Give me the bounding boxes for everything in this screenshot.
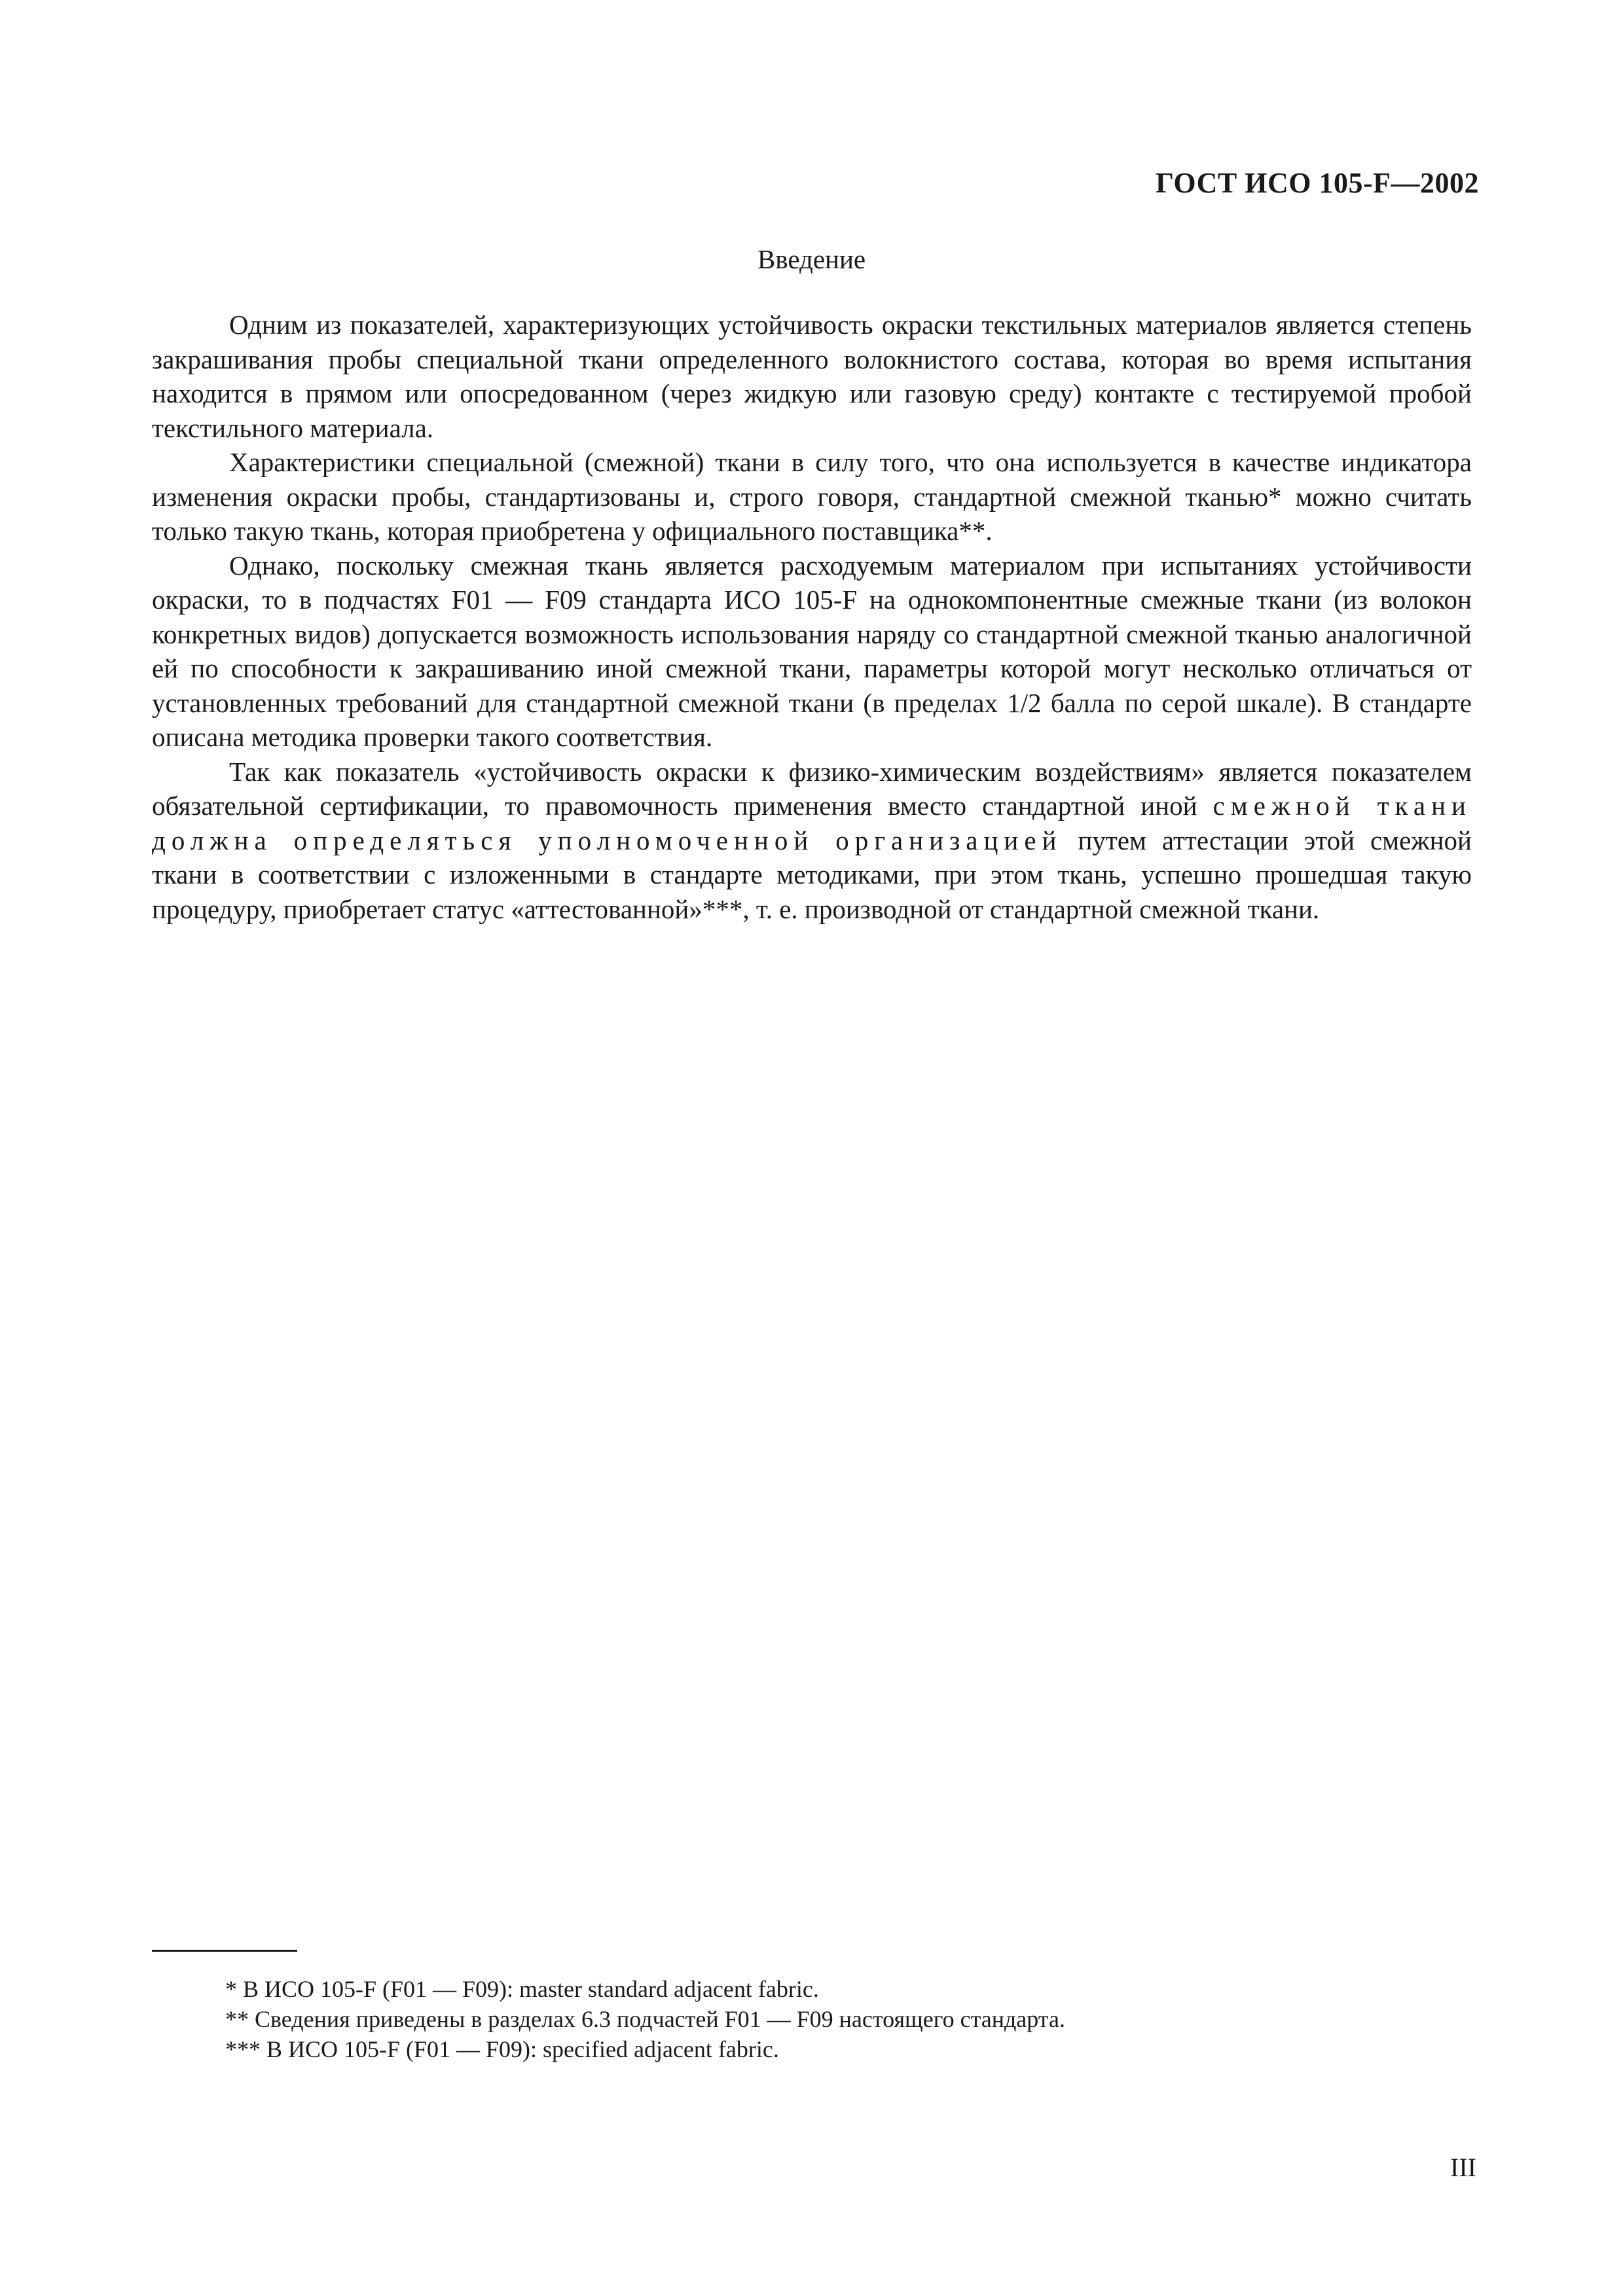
footnote-1: * В ИСО 105-F (F01 — F09): master standard adjacent fabric. [225,1976,819,2002]
paragraph-4-end: путем аттестации этой смежной ткани в соответствии с изложенными в стандарте методиками, при этом ткань, успешно прошедшая такую процедуру, приобретает статус «аттестованной»***, т. е. производной от стандартной смежной ткани. [152,825,1472,924]
paragraph-4-start: Так как показатель «устойчивость окраски к физико-химическим воздействиям» является показателем обязательной сертификации, то правомочность применения вместо стандартной иной [152,756,1472,821]
paragraph-1: Одним из показателей, характеризующих устойчивость окраски текстильных материалов является степень закрашивания пробы специальной ткани определенного волокнистого состава, которая во время испытания находится в прямом или опосредованном (через жидкую или газовую среду) контакте с тестируемой пробой текстильного материала. [152,310,1472,443]
footnote-2: ** Сведения приведены в разделах 6.3 подчастей F01 — F09 настоящего стандарта. [225,2006,1065,2032]
footnotes [225,1974,1469,2064]
document-code: ГОСТ ИСО 105-F—2002 [1155,167,1479,199]
paragraph-3: Однако, поскольку смежная ткань является расходуемым материалом при испытаниях устойчивости окраски, то в подчастях F01 — F09 стандарта ИСО 105-F на однокомпонентные смежные ткани (из волокон конкретных видов) допускается возможность использования наряду со стандартной смежной тканью аналогичной ей по способности к закрашиванию иной смежной ткани, параметры которой могут несколько отличаться от установленных требований для стандартной смежной ткани (в пределах 1/2 балла по серой шкале). В стандарте описана методика проверки такого соответствия. [152,550,1472,752]
paragraph-4 [152,755,1472,927]
footnote-3: *** В ИСО 105-F (F01 — F09): specified adjacent fabric. [225,2036,779,2062]
section-title: Введение [757,244,866,274]
paragraph-4-emphasis: смежной ткани должна определяться уполномоченной организацией [152,791,1472,855]
introduction-body [152,308,1472,926]
page-number: III [1450,2153,1476,2182]
footnote-separator [152,1950,297,1952]
paragraph-2: Характеристики специальной (смежной) ткани в силу того, что она используется в качестве индикатора изменения окраски пробы, стандартизованы и, строго говоря, стандартной смежной тканью* можно считать только такую ткань, которая приобретена у официального поставщика**. [152,447,1472,546]
